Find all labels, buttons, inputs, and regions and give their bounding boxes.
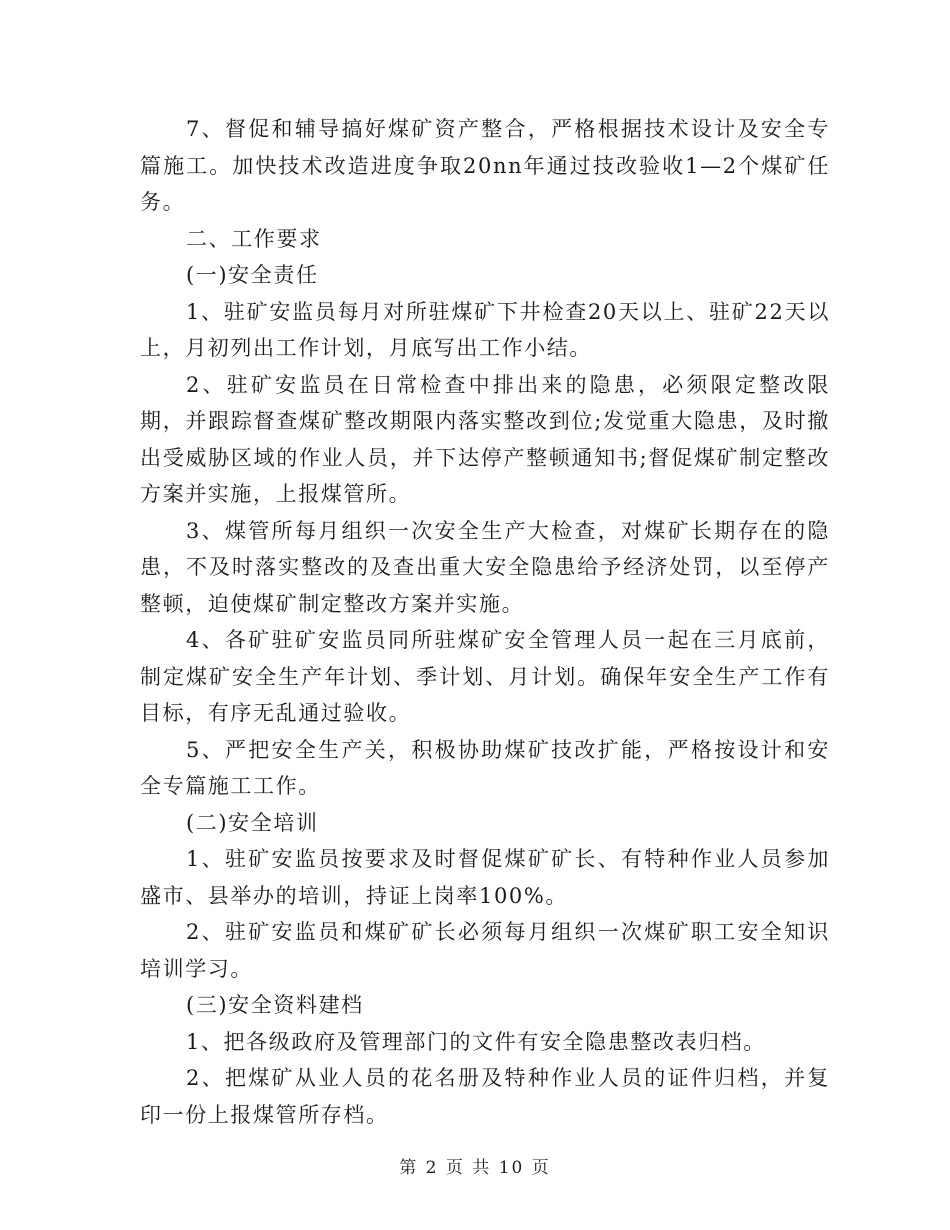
document-body xyxy=(140,111,830,1133)
paragraph-records-1: 1、把各级政府及管理部门的文件有安全隐患整改表归档。 xyxy=(186,1029,766,1054)
paragraph-training-2: 2、驻矿安监员和煤矿矿长必须每月组织一次煤矿职工安全知识培训学习。 xyxy=(140,920,830,981)
subsection-heading-safety-responsibility: (一)安全责任 xyxy=(186,263,319,287)
paragraph-responsibility-1: 1、驻矿安监员每月对所驻煤矿下井检查20天以上、驻矿22天以上，月初列出工作计划，月底写出工作小结。 xyxy=(140,299,830,360)
subsection-heading-safety-records: (三)安全资料建档 xyxy=(186,993,364,1017)
section-heading-work-requirements: 二、工作要求 xyxy=(186,226,322,251)
paragraph-item-7-asset-integration: 7、督促和辅导搞好煤矿资产整合，严格根据技术设计及安全专篇施工。加快技术改造进度争取20nn年通过技改验收1—2个煤矿任务。 xyxy=(140,117,830,214)
paragraph-responsibility-2: 2、驻矿安监员在日常检查中排出来的隐患，必须限定整改限期，并跟踪督查煤矿整改期限内落实整改到位;发觉重大隐患，及时撤出受威胁区域的作业人员，并下达停产整顿通知书;督促煤矿制定整改方案并实施，上报煤管所。 xyxy=(140,372,830,506)
paragraph-responsibility-3: 3、煤管所每月组织一次安全生产大检查，对煤矿长期存在的隐患，不及时落实整改的及查出重大安全隐患给予经济处罚，以至停产整顿，迫使煤矿制定整改方案并实施。 xyxy=(140,518,830,616)
subsection-heading-safety-training: (二)安全培训 xyxy=(186,810,319,835)
paragraph-responsibility-5: 5、严把安全生产关，积极协助煤矿技改扩能，严格按设计和安全专篇施工工作。 xyxy=(140,737,830,798)
paragraph-training-1: 1、驻矿安监员按要求及时督促煤矿矿长、有特种作业人员参加盛市、县举办的培训，持证上岗率100%。 xyxy=(140,847,830,908)
paragraph-responsibility-4: 4、各矿驻矿安监员同所驻煤矿安全管理人员一起在三月底前，制定煤矿安全生产年计划、季计划、月计划。确保年安全生产工作有目标，有序无乱通过验收。 xyxy=(140,628,830,725)
paragraph-records-2: 2、把煤矿从业人员的花名册及特种作业人员的证件归档，并复印一份上报煤管所存档。 xyxy=(140,1066,830,1127)
page-number-footer: 第 2 页 共 10 页 xyxy=(399,1158,551,1178)
